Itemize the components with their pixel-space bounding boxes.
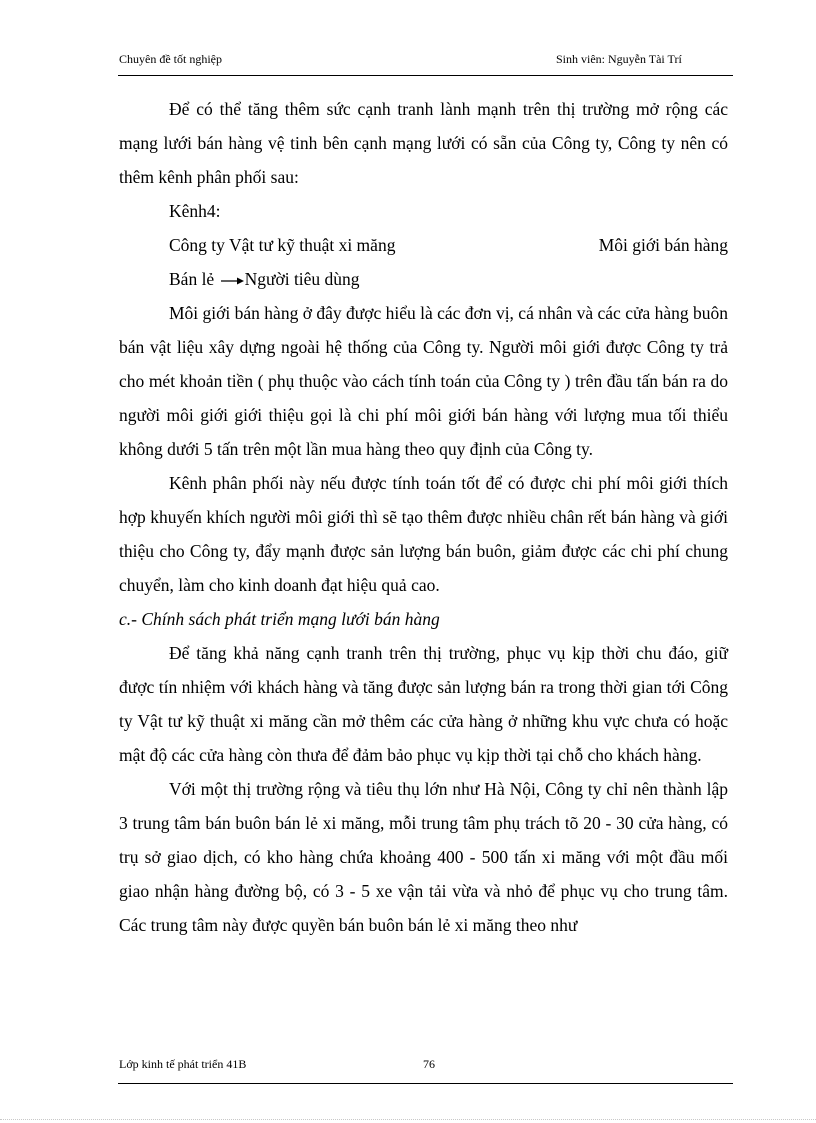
channel-consumer: Người tiêu dùng xyxy=(244,269,360,289)
page-edge xyxy=(0,1119,816,1120)
header-left: Chuyên đề tốt nghiệp xyxy=(119,52,222,66)
arrow-right-icon xyxy=(219,276,245,286)
paragraph-intro: Để có thể tăng thêm sức cạnh tranh lành mạnh trên thị trường mở rộng các mạng lưới bán hàng vệ tinh bên cạnh mạng lưới có sẵn của Công ty, Công ty nên có thêm kênh phân phối sau: xyxy=(119,99,728,187)
page-body xyxy=(119,92,728,942)
header-right: Sinh viên: Nguyễn Tài Trí xyxy=(556,52,682,66)
channel-company: Công ty Vật tư kỹ thuật xi măng xyxy=(169,235,396,255)
footer-rule xyxy=(118,1083,733,1084)
channel-line-1 xyxy=(119,228,728,262)
paragraph-broker: Môi giới bán hàng ở đây được hiểu là các đơn vị, cá nhân và các cửa hàng buôn bán vật liệu xây dựng ngoài hệ thống của Công ty. Người môi giới được Công ty trả cho mét khoản tiền ( phụ thuộc vào cách tính toán của Công ty ) trên đầu tấn bán ra do người môi giới giới thiệu gọi là chi phí môi giới bán hàng với lượng mua tối thiểu không dưới 5 tấn trên một lần mua hàng theo quy định của Công ty. xyxy=(119,303,728,459)
channel-retail: Bán lẻ xyxy=(169,269,215,289)
footer-left: Lớp kinh tế phát triển 41B xyxy=(119,1057,247,1071)
channel-line-2 xyxy=(119,262,728,296)
channel-broker: Môi giới bán hàng xyxy=(598,235,728,255)
section-heading: c.- Chính sách phát triển mạng lưới bán hàng xyxy=(119,609,440,629)
header-rule xyxy=(118,75,733,76)
paragraph-hanoi: Với một thị trường rộng và tiêu thụ lớn như Hà Nội, Công ty chỉ nên thành lập 3 trung tâm bán buôn bán lẻ xi măng, mỗi trung tâm phụ trách tõ 20 - 30 cửa hàng, có trụ sở giao dịch, có kho hàng chứa khoảng 400 - 500 tấn xi măng với một đầu mối giao nhận hàng đường bộ, có 3 - 5 xe vận tải vừa và nhỏ để phục vụ cho trung tâm. Các trung tâm này được quyền bán buôn bán lẻ xi măng theo như xyxy=(119,779,728,935)
paragraph-channel-benefit: Kênh phân phối này nếu được tính toán tốt để có được chi phí môi giới thích hợp khuyến khích người môi giới thì sẽ tạo thêm được nhiều chân rết bán hàng và giới thiệu cho Công ty, đẩy mạnh được sản lượng bán buôn, giảm được các chi phí chung chuyển, làm cho kinh doanh đạt hiệu quả cao. xyxy=(119,473,728,595)
paragraph-network: Để tăng khả năng cạnh tranh trên thị trường, phục vụ kịp thời chu đáo, giữ được tín nhiệm với khách hàng và tăng được sản lượng bán ra trong thời gian tới Công ty Vật tư kỹ thuật xi măng cần mở thêm các cửa hàng ở những khu vực chưa có hoặc mật độ các cửa hàng còn thưa để đảm bảo phục vụ kịp thời tại chỗ cho khách hàng. xyxy=(119,643,728,765)
channel-label: Kênh4: xyxy=(169,201,221,221)
page-number: 76 xyxy=(423,1057,435,1071)
